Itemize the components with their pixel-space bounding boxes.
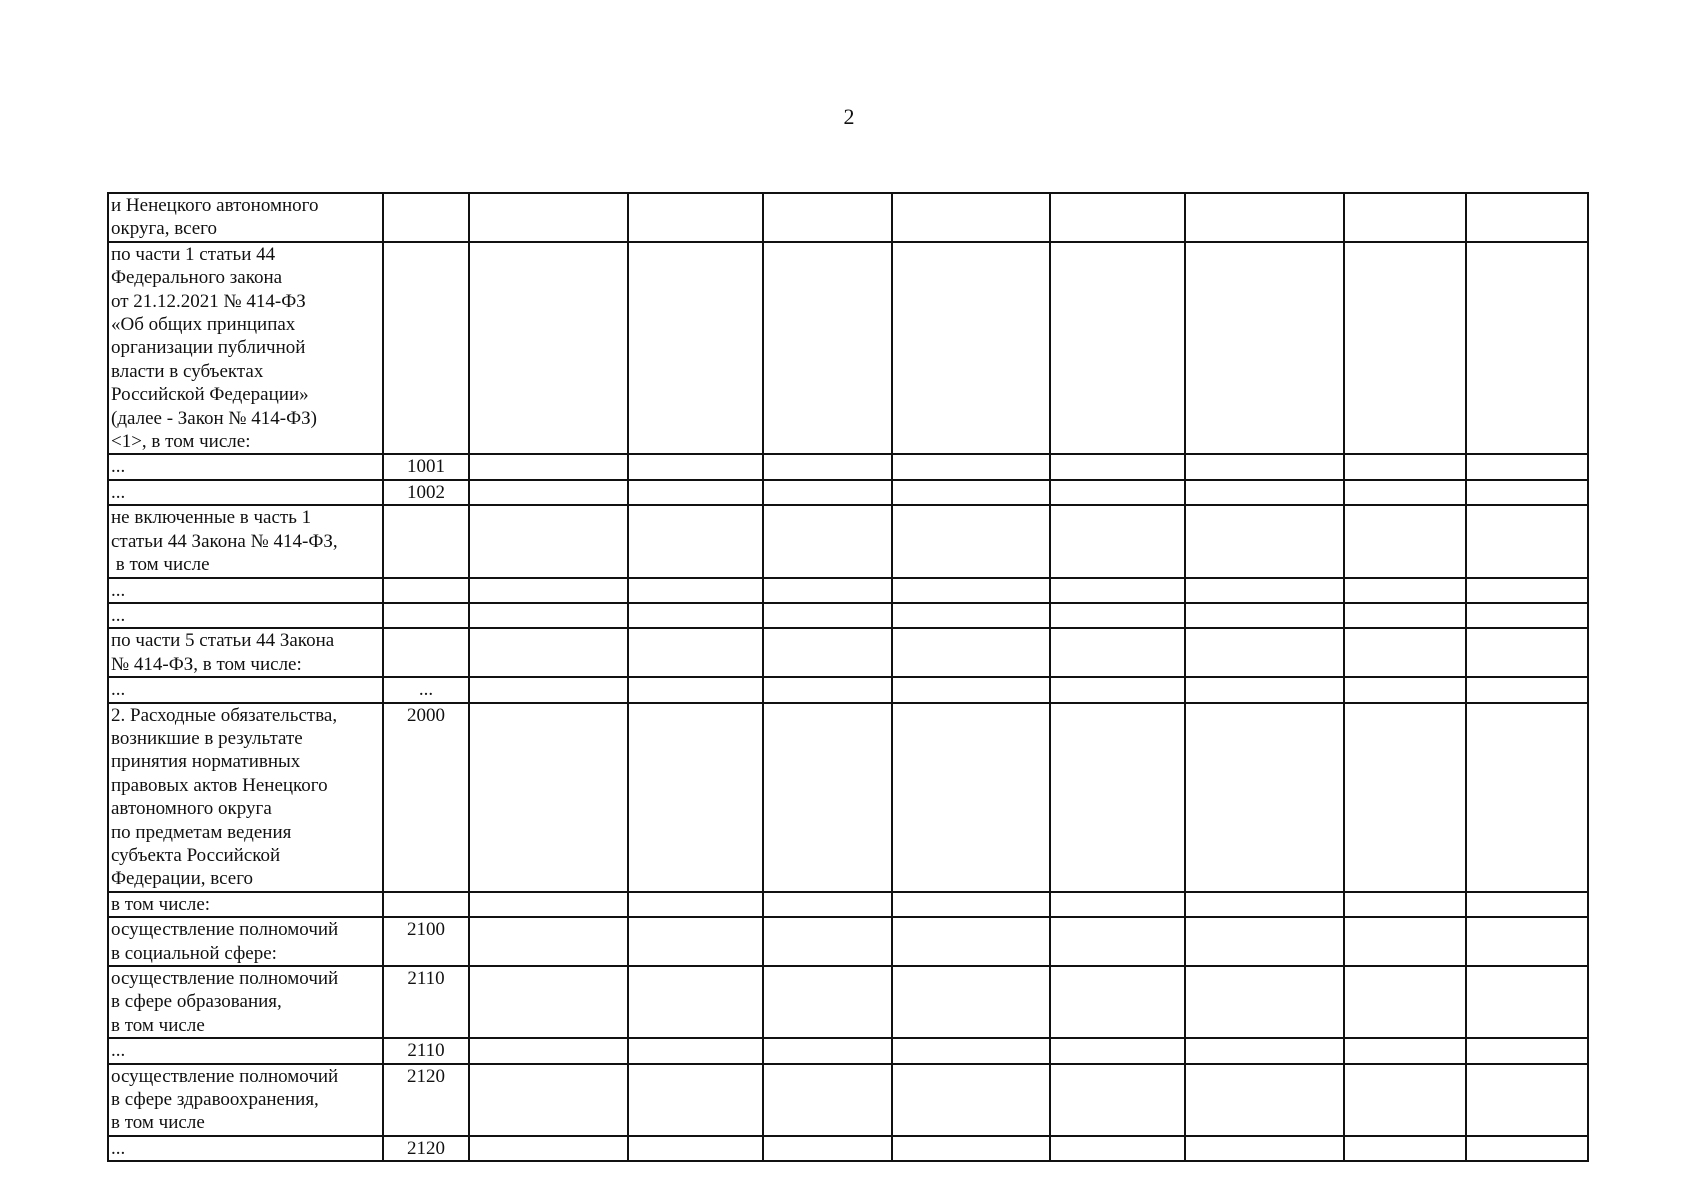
empty-cell — [1344, 505, 1467, 577]
empty-cell — [469, 603, 628, 628]
table-row — [108, 603, 1588, 628]
empty-cell — [628, 480, 763, 505]
empty-cell — [469, 1038, 628, 1063]
empty-cell — [763, 1064, 892, 1136]
empty-cell — [628, 578, 763, 603]
page-number: 2 — [843, 104, 855, 129]
row-label: по части 1 статьи 44 Федерального закона от 21.12.2021 № 414-ФЗ «Об общих принципах организации публичной власти в субъектах Российской Федерации» (далее - Закон № 414-ФЗ) <1>, в том числе: — [108, 242, 383, 455]
empty-cell — [1344, 1038, 1467, 1063]
empty-cell — [892, 917, 1051, 966]
empty-cell — [892, 505, 1051, 577]
empty-cell — [1466, 505, 1588, 577]
row-code: ... — [383, 677, 469, 702]
empty-cell — [469, 677, 628, 702]
empty-cell — [763, 505, 892, 577]
empty-cell — [1466, 966, 1588, 1038]
empty-cell — [892, 966, 1051, 1038]
empty-cell — [763, 242, 892, 455]
empty-cell — [628, 677, 763, 702]
empty-cell — [1466, 703, 1588, 892]
empty-cell — [469, 966, 628, 1038]
empty-cell — [892, 1038, 1051, 1063]
empty-cell — [1466, 454, 1588, 479]
row-label: ... — [108, 677, 383, 702]
empty-cell — [763, 193, 892, 242]
row-label: и Ненецкого автономного округа, всего — [108, 193, 383, 242]
empty-cell — [763, 677, 892, 702]
empty-cell — [628, 966, 763, 1038]
empty-cell — [1185, 628, 1344, 677]
empty-cell — [1344, 892, 1467, 917]
empty-cell — [1050, 1038, 1185, 1063]
empty-cell — [469, 892, 628, 917]
empty-cell — [628, 628, 763, 677]
empty-cell — [1466, 603, 1588, 628]
empty-cell — [1185, 892, 1344, 917]
empty-cell — [1466, 628, 1588, 677]
row-code — [383, 628, 469, 677]
row-label: в том числе: — [108, 892, 383, 917]
row-label: осуществление полномочий в сфере образования, в том числе — [108, 966, 383, 1038]
empty-cell — [628, 1038, 763, 1063]
row-code: 2120 — [383, 1136, 469, 1161]
empty-cell — [1344, 677, 1467, 702]
empty-cell — [1185, 703, 1344, 892]
row-label: ... — [108, 480, 383, 505]
table-row — [108, 242, 1588, 455]
empty-cell — [1466, 677, 1588, 702]
table-row — [108, 1064, 1588, 1136]
table-row — [108, 628, 1588, 677]
empty-cell — [763, 628, 892, 677]
empty-cell — [1185, 677, 1344, 702]
row-code: 2120 — [383, 1064, 469, 1136]
empty-cell — [1050, 603, 1185, 628]
empty-cell — [469, 628, 628, 677]
empty-cell — [763, 892, 892, 917]
empty-cell — [1050, 703, 1185, 892]
empty-cell — [628, 603, 763, 628]
empty-cell — [892, 480, 1051, 505]
empty-cell — [763, 603, 892, 628]
row-code: 2000 — [383, 703, 469, 892]
empty-cell — [892, 1064, 1051, 1136]
empty-cell — [1050, 480, 1185, 505]
empty-cell — [892, 628, 1051, 677]
empty-cell — [469, 1136, 628, 1161]
row-code — [383, 242, 469, 455]
empty-cell — [469, 703, 628, 892]
empty-cell — [1050, 1136, 1185, 1161]
empty-cell — [1344, 193, 1467, 242]
empty-cell — [469, 454, 628, 479]
empty-cell — [763, 454, 892, 479]
empty-cell — [469, 917, 628, 966]
empty-cell — [1185, 1136, 1344, 1161]
empty-cell — [1466, 480, 1588, 505]
row-code — [383, 603, 469, 628]
row-label: ... — [108, 1136, 383, 1161]
empty-cell — [1050, 454, 1185, 479]
row-label: по части 5 статьи 44 Закона № 414-ФЗ, в том числе: — [108, 628, 383, 677]
empty-cell — [1344, 242, 1467, 455]
empty-cell — [1466, 892, 1588, 917]
empty-cell — [1185, 917, 1344, 966]
empty-cell — [1050, 628, 1185, 677]
row-code: 1002 — [383, 480, 469, 505]
empty-cell — [1185, 603, 1344, 628]
empty-cell — [628, 242, 763, 455]
table-row — [108, 1038, 1588, 1063]
table-row — [108, 578, 1588, 603]
empty-cell — [1185, 454, 1344, 479]
row-label: 2. Расходные обязательства, возникшие в результате принятия нормативных правовых актов Ненецкого автономного округа по предметам ведения субъекта Российской Федерации, всего — [108, 703, 383, 892]
empty-cell — [1185, 578, 1344, 603]
row-code: 2110 — [383, 966, 469, 1038]
table-row — [108, 193, 1588, 242]
empty-cell — [892, 578, 1051, 603]
table-row — [108, 966, 1588, 1038]
empty-cell — [628, 1136, 763, 1161]
empty-cell — [1466, 1064, 1588, 1136]
row-label: ... — [108, 1038, 383, 1063]
empty-cell — [763, 703, 892, 892]
row-code: 2110 — [383, 1038, 469, 1063]
row-label: ... — [108, 603, 383, 628]
table-row — [108, 703, 1588, 892]
row-label: осуществление полномочий в сфере здравоохранения, в том числе — [108, 1064, 383, 1136]
empty-cell — [1050, 242, 1185, 455]
empty-cell — [469, 480, 628, 505]
table-row — [108, 892, 1588, 917]
empty-cell — [628, 703, 763, 892]
empty-cell — [1344, 703, 1467, 892]
empty-cell — [1050, 892, 1185, 917]
empty-cell — [892, 193, 1051, 242]
empty-cell — [763, 578, 892, 603]
empty-cell — [628, 193, 763, 242]
row-code — [383, 892, 469, 917]
row-code — [383, 505, 469, 577]
empty-cell — [1344, 603, 1467, 628]
empty-cell — [763, 966, 892, 1038]
row-label: ... — [108, 454, 383, 479]
empty-cell — [1050, 578, 1185, 603]
empty-cell — [1050, 966, 1185, 1038]
empty-cell — [1466, 578, 1588, 603]
empty-cell — [1185, 242, 1344, 455]
empty-cell — [892, 603, 1051, 628]
table-row — [108, 454, 1588, 479]
empty-cell — [1050, 505, 1185, 577]
empty-cell — [1050, 193, 1185, 242]
table-row — [108, 1136, 1588, 1161]
empty-cell — [628, 454, 763, 479]
empty-cell — [469, 242, 628, 455]
empty-cell — [628, 917, 763, 966]
empty-cell — [1050, 917, 1185, 966]
row-code — [383, 578, 469, 603]
empty-cell — [763, 480, 892, 505]
empty-cell — [1185, 193, 1344, 242]
empty-cell — [763, 917, 892, 966]
empty-cell — [892, 892, 1051, 917]
empty-cell — [1050, 677, 1185, 702]
row-label: осуществление полномочий в социальной сфере: — [108, 917, 383, 966]
empty-cell — [763, 1038, 892, 1063]
empty-cell — [1466, 1136, 1588, 1161]
empty-cell — [763, 1136, 892, 1161]
empty-cell — [469, 505, 628, 577]
empty-cell — [1344, 917, 1467, 966]
empty-cell — [469, 193, 628, 242]
empty-cell — [1185, 1038, 1344, 1063]
empty-cell — [628, 892, 763, 917]
empty-cell — [1050, 1064, 1185, 1136]
empty-cell — [892, 1136, 1051, 1161]
row-label: ... — [108, 578, 383, 603]
empty-cell — [892, 454, 1051, 479]
empty-cell — [892, 242, 1051, 455]
empty-cell — [1466, 193, 1588, 242]
row-code: 2100 — [383, 917, 469, 966]
empty-cell — [1185, 480, 1344, 505]
empty-cell — [1344, 578, 1467, 603]
table-row — [108, 917, 1588, 966]
empty-cell — [1344, 480, 1467, 505]
row-code — [383, 193, 469, 242]
table-row — [108, 677, 1588, 702]
table-row — [108, 480, 1588, 505]
expenditure-table — [107, 192, 1589, 1162]
empty-cell — [1344, 454, 1467, 479]
empty-cell — [628, 505, 763, 577]
empty-cell — [1344, 1064, 1467, 1136]
empty-cell — [1185, 505, 1344, 577]
empty-cell — [1466, 1038, 1588, 1063]
empty-cell — [628, 1064, 763, 1136]
empty-cell — [1344, 1136, 1467, 1161]
empty-cell — [1344, 628, 1467, 677]
empty-cell — [1466, 917, 1588, 966]
empty-cell — [892, 703, 1051, 892]
empty-cell — [469, 578, 628, 603]
row-code: 1001 — [383, 454, 469, 479]
row-label: не включенные в часть 1 статьи 44 Закона № 414-ФЗ, в том числе — [108, 505, 383, 577]
empty-cell — [892, 677, 1051, 702]
empty-cell — [1466, 242, 1588, 455]
empty-cell — [1344, 966, 1467, 1038]
empty-cell — [1185, 1064, 1344, 1136]
empty-cell — [1185, 966, 1344, 1038]
table-row — [108, 505, 1588, 577]
empty-cell — [469, 1064, 628, 1136]
